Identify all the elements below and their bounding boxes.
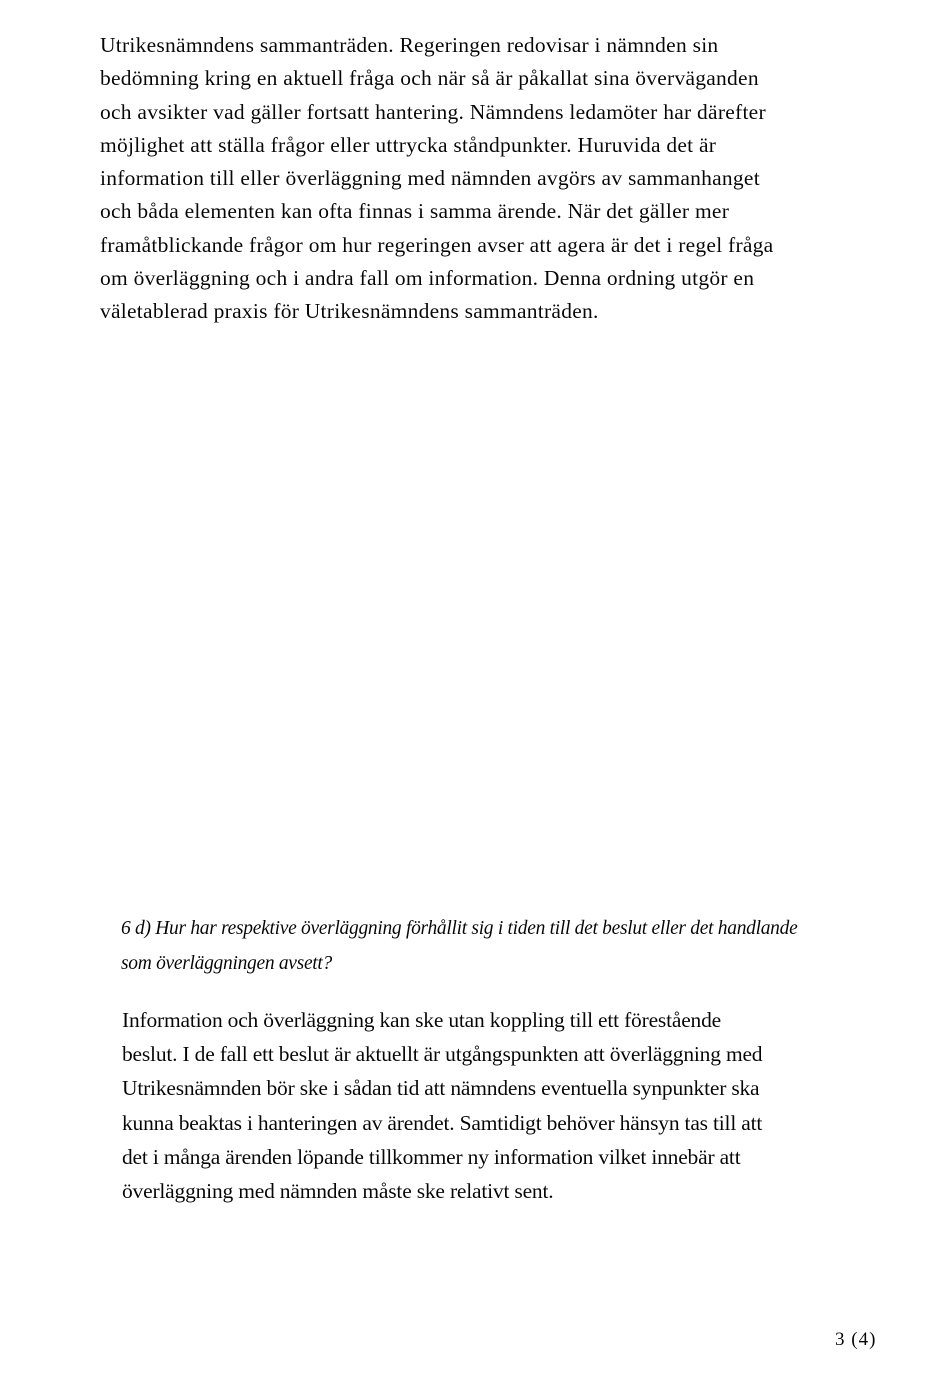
paragraph-answer <box>122 1003 762 1208</box>
text-line: Utrikesnämnden bör ske i sådan tid att nämndens eventuella synpunkter ska <box>122 1076 760 1101</box>
text-line: och båda elementen kan ofta finnas i samma ärende. När det gäller mer <box>100 199 730 224</box>
text-line: som överläggningen avsett? <box>121 953 332 974</box>
text-line: väletablerad praxis för Utrikesnämndens sammanträden. <box>100 299 599 324</box>
text-line: beslut. I de fall ett beslut är aktuellt är utgångspunkten att överläggning med <box>122 1042 763 1067</box>
page-number: 3 (4) <box>835 1329 877 1350</box>
text-line: om överläggning och i andra fall om information. Denna ordning utgör en <box>100 266 755 291</box>
text-line: överläggning med nämnden måste ske relativt sent. <box>122 1179 554 1204</box>
text-line: information till eller överläggning med nämnden avgörs av sammanhanget <box>100 166 760 191</box>
text-line: kunna beaktas i hanteringen av ärendet. Samtidigt behöver hänsyn tas till att <box>122 1110 763 1135</box>
text-line: bedömning kring en aktuell fråga och när så är påkallat sina överväganden <box>100 66 759 91</box>
text-line: Information och överläggning kan ske utan koppling till ett förestående <box>122 1008 721 1032</box>
question-heading <box>121 911 797 981</box>
text-line: framåtblickande frågor om hur regeringen avser att agera är det i regel fråga <box>100 232 774 257</box>
text-line: Utrikesnämndens sammanträden. Regeringen redovisar i nämnden sin <box>100 33 719 57</box>
text-line: det i många ärenden löpande tillkommer ny information vilket innebär att <box>122 1144 741 1169</box>
text-line: 6 d) Hur har respektive överläggning förhållit sig i tiden till det beslut eller det handlande <box>121 918 798 939</box>
text-line: och avsikter vad gäller fortsatt hantering. Nämndens ledamöter har därefter <box>100 99 766 124</box>
text-line: möjlighet att ställa frågor eller uttrycka ståndpunkter. Huruvida det är <box>100 132 717 157</box>
paragraph-top <box>100 29 773 329</box>
